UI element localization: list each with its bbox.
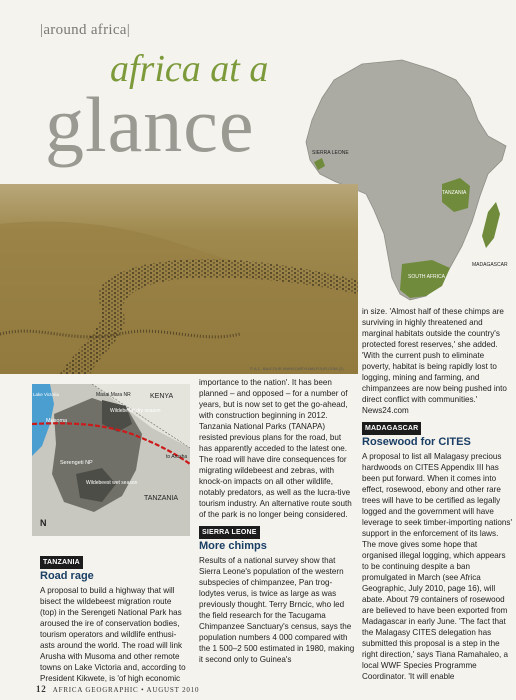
sierra-leone-headline: More chimps [199,540,267,552]
map-label-kenya: KENYA [150,393,174,400]
map-label-serengeti: Serengeti NP [60,460,93,466]
column-3 [362,306,512,682]
section-tag: |around africa| [40,22,131,38]
sierra-leone-body-2: in size. 'Almost half of these chimps are surviving in highly threatened and marginal habitats outside the country's protected forest reserves,' she added. 'With the current push to eliminate poverty, habitat is being rapidly lost to logging, mining and farming, and chimpanzees are now being pushed into direct conflict with communities.' News24.com [362,307,507,415]
madagascar-tag: MADAGASCAR [362,422,421,435]
map-label-lake: Lake Victoria [33,392,59,397]
label-sierra-leone: SIERRA LEONE [312,150,349,156]
wildebeest-migration-photo [0,184,358,374]
column-2 [199,377,355,665]
map-label-musoma: Musoma [46,418,68,424]
section-tag-text: around africa [43,22,127,38]
label-south-africa: SOUTH AFRICA [408,274,445,280]
map-label-masai-mara: Masai Mara NR [96,392,131,398]
serengeti-map [32,384,190,536]
madagascar-landmass [482,202,500,248]
map-label-wet-season: Wildebeest wet season [86,480,138,486]
map-label-dry-season: Wildebeest dry season [110,408,161,414]
tanzania-body-1: A proposal to build a highway that will bisect the wildebeest migration route (top) in the Serengeti National Park has aroused the ire of conservation bodies, tourism operators and wildlife enthusi-asts around the world. The road will link Arusha with Musoma and other remote towns on Lake Victoria and, according to President Kikwete, is 'of high economic [40,586,186,683]
page-footer [36,684,199,694]
map-label-tanzania: TANZANIA [144,495,179,502]
tanzania-tag: TANZANIA [40,556,83,569]
map-label-arusha: to Arusha [166,454,188,460]
compass-icon: N [40,518,47,528]
label-madagascar: MADAGASCAR [472,262,508,268]
page-number: 12 [36,684,47,694]
madagascar-body: A proposal to list all Malagasy precious hardwoods on CITES Appendix III has been put forward. When it comes into effect, rosewood, ebony and other rare trees will have to be certified as legally logged and the government will have leverage to seek timber-importing nations' support in the enforcement of its laws. The move gives some hope that organised illegal logging, which appears to be continuing despite a ban promulgated in March (see Africa Geographic, July 2010, page 16), will abate. About 79 containers of rosewood are believed to have been exported from Madagascar in early June. 'The fact that the Malagasy CITES delegation has submitted this proposal is a step in the right direction,' says Tiana Ramahaleo, a local WWF Species Programme Coordinator. 'It will enable [362,452,513,681]
madagascar-headline: Rosewood for CITES [362,436,471,448]
sierra-leone-body-1: Results of a national survey show that Sierra Leone's population of the western subspecies of chimpanzee, Pan trog-lodytes verus, is twice as large as was previously thought. Terry Brncic, who led the field research for the Tacugama Chimpanzee Sanctuary's census, says the population numbers 4 000 compared with the 1 500–2 500 estimated in 1980, making it second only to Guinea's [199,556,355,664]
publication-line: AFRICA GEOGRAPHIC • AUGUST 2010 [52,686,200,694]
photo-credit: © A.C. BALFOUR WWW.DARYLBALFOUR.COM (2) [250,366,344,371]
page-title-line1: africa at a [110,48,269,90]
page-title-line2: glance [45,81,255,168]
tanzania-body-2: importance to the nation'. It has been planned – and opposed – for a number of years, but is now set to get the go-ahead, with construction beginning in 2012. Tanzania National Parks (TANAPA) resisted previous plans for the road, but has apparently acceded to the latest one. The road will have dire consequences for migrating wildebeest and zebras, with knock-on impacts on all other wildlife, notably predators, as well as the lucra-tive tourism industry. An alternative route south of the park is no longer being considered. [199,378,352,519]
tanzania-headline: Road rage [40,570,94,582]
sierra-leone-tag: SIERRA LEONE [199,526,260,539]
column-1 [40,556,190,684]
label-tanzania: TANZANIA [442,190,467,196]
